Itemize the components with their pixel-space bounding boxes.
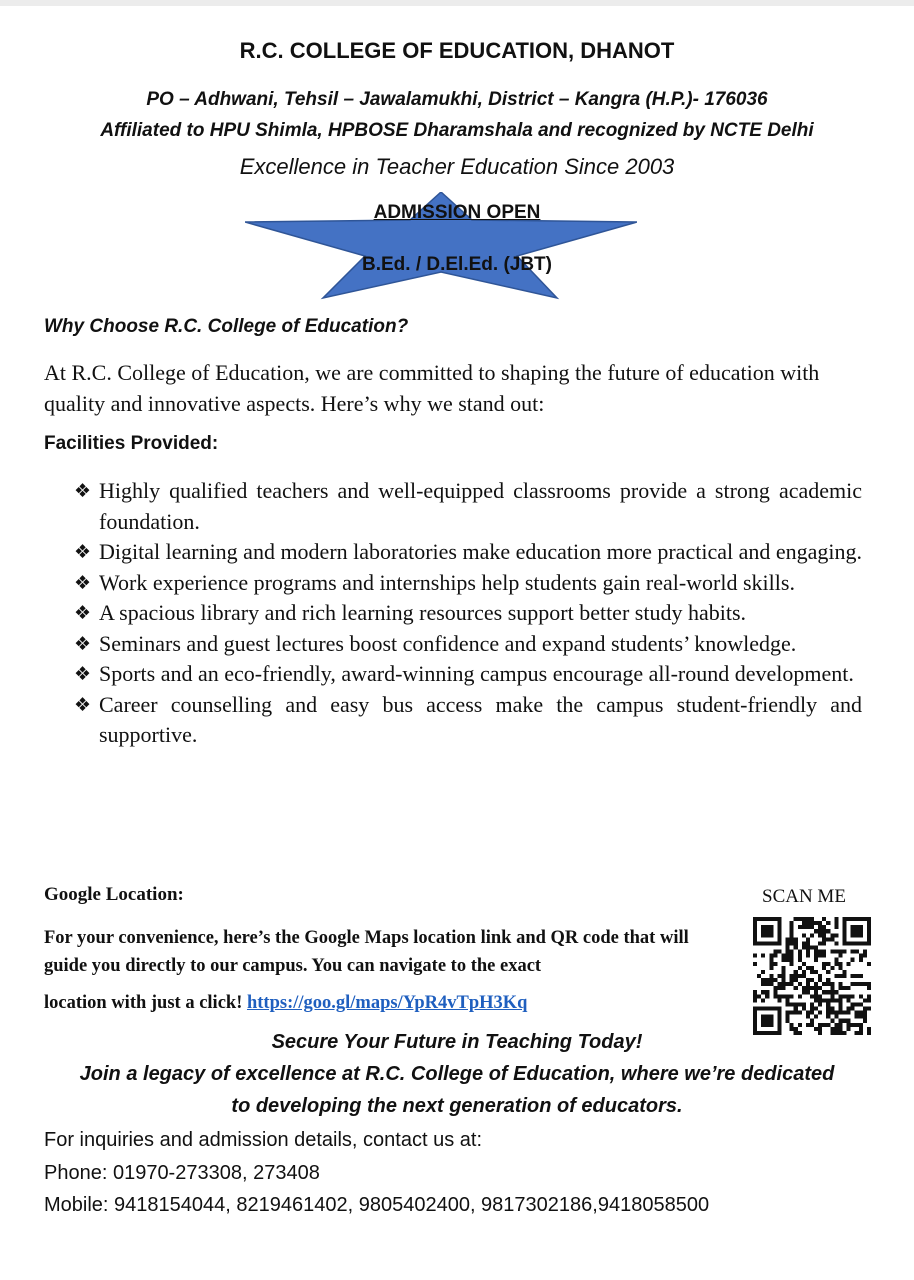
facility-item bbox=[74, 568, 862, 599]
maps-link[interactable]: https://goo.gl/maps/YpR4vTpH3Kq bbox=[246, 993, 528, 1013]
diamond-bullet-icon: ❖ bbox=[74, 602, 92, 624]
location-description: For your convenience, here’s the Google Maps location link and QR code that will guide you directly to our campus. You can navigate to the exact bbox=[44, 928, 689, 976]
facility-item bbox=[74, 629, 862, 660]
diamond-bullet-icon: ❖ bbox=[74, 541, 92, 563]
facility-item bbox=[74, 476, 862, 537]
diamond-bullet-icon: ❖ bbox=[74, 693, 92, 716]
diamond-bullet-icon: ❖ bbox=[74, 480, 92, 502]
diamond-bullet-icon: ❖ bbox=[74, 632, 92, 655]
facility-text: Digital learning and modern laboratories make education more practical and engaging. bbox=[99, 539, 862, 564]
scan-me-label: SCAN ME bbox=[762, 886, 846, 907]
facility-item bbox=[74, 690, 862, 751]
affiliation-line: Affiliated to HPU Shimla, HPBOSE Dharamshala and recognized by NCTE Delhi bbox=[100, 120, 814, 141]
tagline: Excellence in Teacher Education Since 2003 bbox=[239, 154, 675, 179]
diamond-bullet-icon: ❖ bbox=[74, 571, 92, 594]
facility-item bbox=[74, 659, 862, 690]
courses-label: B.Ed. / D.El.Ed. (JBT) bbox=[361, 254, 552, 275]
google-location-heading: Google Location: bbox=[44, 884, 184, 905]
facility-text: Sports and an eco-friendly, award-winning campus encourage all-round development. bbox=[99, 661, 854, 686]
college-name: R.C. COLLEGE OF EDUCATION, DHANOT bbox=[239, 38, 675, 63]
qr-code[interactable] bbox=[753, 917, 871, 1035]
qr-code-icon bbox=[753, 917, 871, 1035]
facilities-list bbox=[74, 476, 862, 751]
phone-numbers: Phone: 01970-273308, 273408 bbox=[44, 1162, 320, 1184]
admission-open-label: ADMISSION OPEN bbox=[373, 202, 541, 223]
intro-paragraph: At R.C. College of Education, we are committed to shaping the future of education with quality and innovative aspects. Here’s why we stand out: bbox=[44, 360, 820, 416]
facilities-heading: Facilities Provided: bbox=[44, 433, 219, 454]
facility-item bbox=[74, 537, 862, 568]
college-address: PO – Adhwani, Tehsil – Jawalamukhi, District – Kangra (H.P.)- 176036 bbox=[146, 89, 768, 110]
diamond-bullet-icon: ❖ bbox=[74, 663, 92, 685]
facility-text: Highly qualified teachers and well-equipped classrooms provide a strong academic foundation. bbox=[99, 478, 862, 534]
facility-text: Work experience programs and internships help students gain real-world skills. bbox=[99, 569, 795, 595]
contact-intro: For inquiries and admission details, contact us at: bbox=[44, 1129, 482, 1151]
mobile-numbers: Mobile: 9418154044, 8219461402, 9805402400, 9817302186,9418058500 bbox=[44, 1194, 710, 1216]
facility-text: Career counselling and easy bus access make the campus student-friendly and supportive. bbox=[99, 691, 862, 747]
location-description-end bbox=[44, 989, 734, 1017]
why-choose-heading: Why Choose R.C. College of Education? bbox=[44, 316, 409, 337]
legacy-line: Join a legacy of excellence at R.C. College of Education, where we’re dedicated bbox=[79, 1063, 835, 1085]
facility-text: Seminars and guest lectures boost confidence and expand students’ knowledge. bbox=[99, 630, 797, 656]
secure-future-heading: Secure Your Future in Teaching Today! bbox=[271, 1031, 643, 1053]
facility-text: A spacious library and rich learning resources support better study habits. bbox=[99, 600, 747, 625]
educators-line: to developing the next generation of educators. bbox=[231, 1095, 683, 1117]
facility-item bbox=[74, 598, 862, 629]
location-click-text: location with just a click! bbox=[44, 993, 243, 1013]
